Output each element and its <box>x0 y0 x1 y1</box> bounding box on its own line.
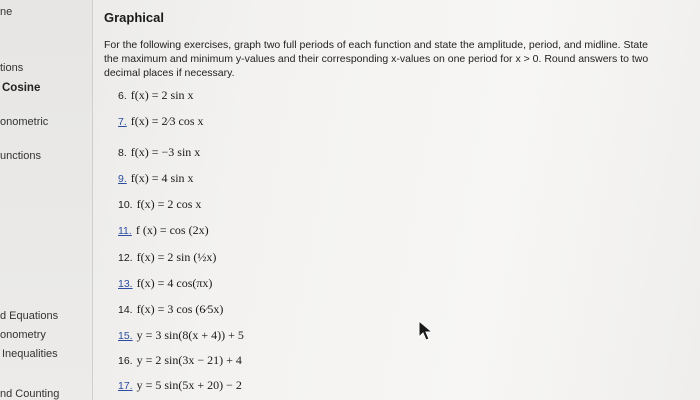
exercise-function: f(x) = 2 sin x <box>130 88 194 102</box>
sidebar-item[interactable]: onometric <box>0 116 49 128</box>
section-title: Graphical <box>104 10 164 25</box>
exercise-number: 6. <box>118 90 127 102</box>
sidebar-item[interactable]: nd Counting <box>0 388 60 400</box>
exercise-item <box>118 88 194 103</box>
exercise-function: f(x) = 2 sin (½x) <box>136 250 217 264</box>
sidebar-item-cosine[interactable]: Cosine <box>2 82 41 94</box>
exercise-number-link[interactable]: 11. <box>118 225 132 237</box>
exercise-number: 16. <box>118 355 133 367</box>
mouse-cursor-icon <box>418 320 434 342</box>
exercise-function: y = 2 sin(3x − 21) + 4 <box>136 353 242 367</box>
exercise-number: 14. <box>118 304 133 316</box>
exercise-function: y = 3 sin(8(x + 4)) + 5 <box>136 328 244 342</box>
exercise-item <box>118 171 194 186</box>
exercise-item <box>118 302 223 317</box>
exercise-item <box>118 276 212 291</box>
exercise-function: y = 5 sin(5x + 20) − 2 <box>136 378 242 392</box>
exercise-item <box>118 353 242 368</box>
sidebar-item[interactable]: Inequalities <box>2 348 58 360</box>
exercise-item <box>118 250 216 265</box>
exercise-item <box>118 114 204 129</box>
exercise-number-link[interactable]: 15. <box>118 330 133 342</box>
exercise-function: f(x) = 4 sin x <box>130 171 194 185</box>
exercise-number: 10. <box>118 199 133 211</box>
exercise-number: 8. <box>118 147 127 159</box>
exercise-function: f(x) = −3 sin x <box>130 145 201 159</box>
exercise-number-link[interactable]: 17. <box>118 380 133 392</box>
exercise-item <box>118 145 200 160</box>
exercise-item <box>118 223 209 238</box>
sidebar-item[interactable]: unctions <box>0 150 41 162</box>
exercise-function: f(x) = 2 cos x <box>136 197 202 211</box>
exercise-function: f(x) = 4 cos(πx) <box>136 276 213 290</box>
exercise-item <box>118 328 244 343</box>
sidebar-item[interactable]: ne <box>0 6 13 18</box>
exercise-function: f (x) = cos (2x) <box>135 223 209 237</box>
exercise-function: f(x) = 3 cos (6⁄5x) <box>136 302 224 316</box>
exercise-item <box>118 378 242 393</box>
sidebar <box>0 0 93 400</box>
instructions-text: For the following exercises, graph two full periods of each function and state the amplitude, period, and midline. State the maximum and minimum y-values and their corresponding x-values on one period for x > 0. Round answers to two decimal places if necessary. <box>104 39 649 79</box>
exercise-number-link[interactable]: 9. <box>118 173 127 185</box>
content-area <box>92 0 700 400</box>
exercise-number-link[interactable]: 7. <box>118 116 127 128</box>
sidebar-item[interactable]: tions <box>0 62 24 74</box>
exercise-item <box>118 197 201 212</box>
exercise-number-link[interactable]: 13. <box>118 278 133 290</box>
exercise-function: f(x) = 2⁄3 cos x <box>130 114 204 128</box>
sidebar-item[interactable]: d Equations <box>0 310 59 322</box>
sidebar-item[interactable]: onometry <box>0 329 46 341</box>
exercise-number: 12. <box>118 252 133 264</box>
